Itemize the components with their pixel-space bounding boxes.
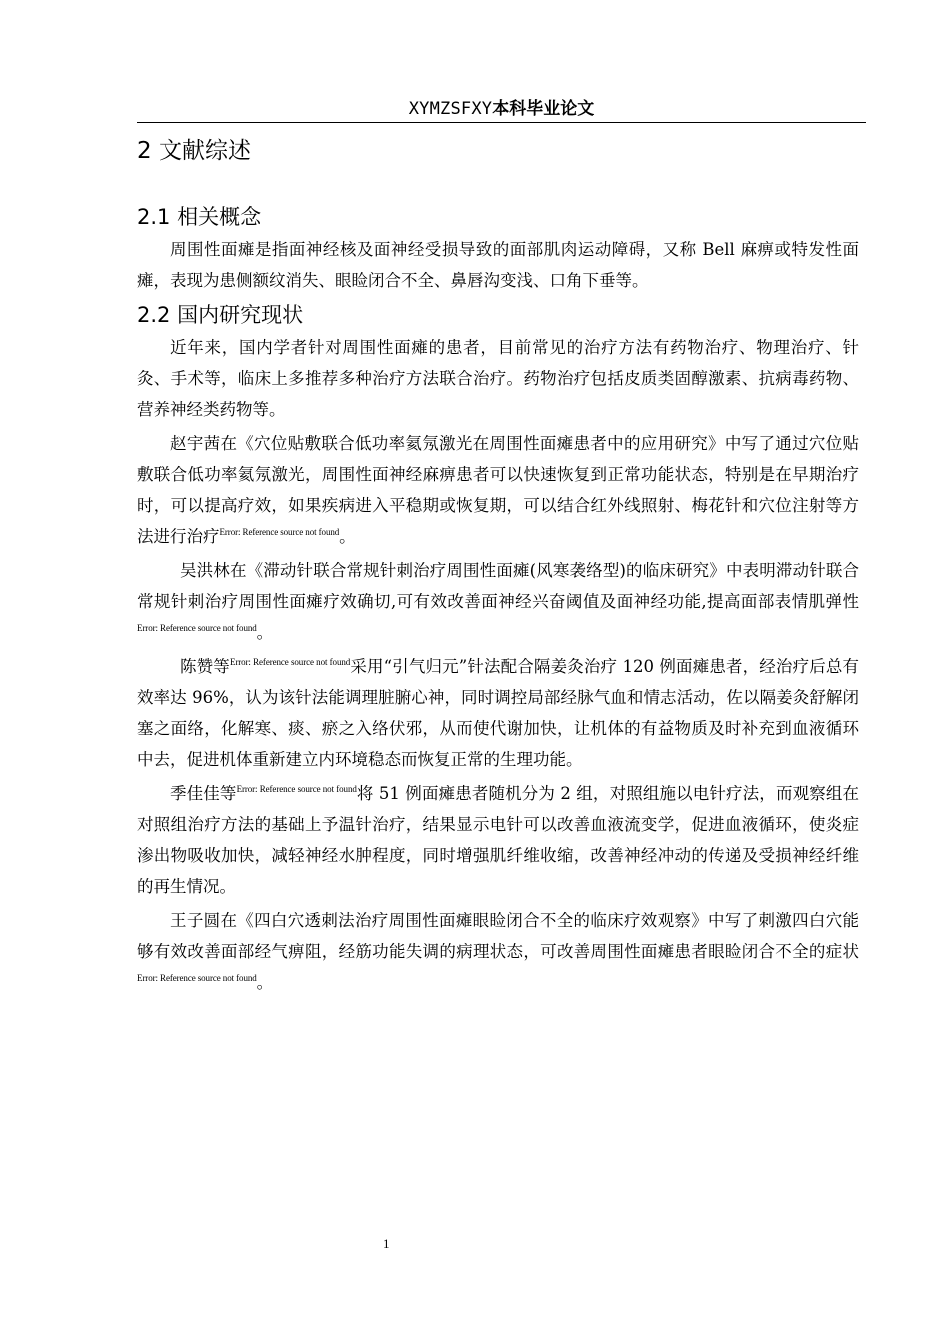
section-title-related-concepts: 2.1 相关概念 — [137, 205, 262, 229]
citation-error: Error: Reference source not found — [137, 623, 257, 633]
paragraph-chen — [137, 651, 859, 775]
paragraph-zhao — [137, 428, 859, 552]
header-thesis-label: 本科毕业论文 — [492, 99, 595, 119]
paragraph-rest: 采用“引气归元”针法配合隔姜灸治疗 120 例面瘫患者，经治疗后总有效率达 96%，认为该针法能调理脏腑心神，同时调控局部经脉气血和情志活动，佐以隔姜灸舒解闭塞之面络，化解寒、痰、瘀之入络伏邪，从而使代谢加快，让机体的有益物质及时补充到血液循环中去，促进机体重新建立内环境稳态而恢复正常的生理功能。 — [137, 657, 859, 769]
paragraph-text: 近年来，国内学者针对周围性面瘫的患者，目前常见的治疗方法有药物治疗、物理治疗、针灸、手术等，临床上多推荐多种治疗方法联合治疗。药物治疗包括皮质类固醇激素、抗病毒药物、营养神经类药物等。 — [137, 338, 859, 419]
paragraph-text: 王子圆在《四白穴透刺法治疗周围性面瘫眼睑闭合不全的临床疗效观察》中写了刺激四白穴能够有效改善面部经气痹阻，经筋功能失调的病理状态，可改善周围性面瘫患者眼睑闭合不全的症状 — [137, 911, 859, 961]
citation-error: Error: Reference source not found — [219, 527, 340, 537]
paragraph-end: 。 — [339, 527, 356, 546]
citation-error: Error: Reference source not found — [229, 657, 351, 667]
citation-error: Error: Reference source not found — [137, 973, 257, 983]
page-header — [137, 96, 866, 123]
header-school-code: XYMZSFXY — [408, 99, 493, 119]
page-number: 1 — [383, 1236, 390, 1251]
section-title-domestic-research: 2.2 国内研究现状 — [137, 303, 304, 327]
paragraph-end: 。 — [256, 973, 274, 992]
paragraph-wu — [137, 555, 859, 648]
paragraph-text: 季佳佳等 — [170, 784, 237, 803]
paragraph-end: 。 — [256, 623, 274, 642]
paragraph-text: 赵宇茜在《穴位贴敷联合低功率氦氖激光在周围性面瘫患者中的应用研究》中写了通过穴位贴敷联合低功率氦氖激光，周围性面神经麻痹患者可以快速恢复到正常功能状态，特别是在早期治疗时，可以提高疗效，如果疾病进入平稳期或恢复期，可以结合红外线照射、梅花针和穴位注射等方法进行治疗 — [137, 434, 859, 546]
document-body — [137, 131, 859, 998]
paragraph-text: 吴洪林在《滞动针联合常规针刺治疗周围性面瘫(风寒袭络型)的临床研究》中表明滞动针联合常规针刺治疗周围性面瘫疗效确切,可有效改善面神经兴奋阈值及面神经功能,提高面部表情肌弹性 — [137, 561, 859, 611]
paragraph-text: 周围性面瘫是指面神经核及面神经受损导致的面部肌肉运动障碍，又称 Bell 麻痹或特发性面瘫，表现为患侧额纹消失、眼睑闭合不全、鼻唇沟变浅、口角下垂等。 — [137, 240, 859, 290]
paragraph-wang — [137, 905, 859, 998]
citation-error: Error: Reference source not found — [236, 784, 357, 794]
paragraph-overview — [137, 332, 859, 425]
paragraph-ji — [137, 778, 859, 902]
chapter-title: 2 文献综述 — [137, 138, 251, 164]
paragraph-definition — [137, 234, 859, 296]
paragraph-text: 陈赞等 — [180, 657, 230, 676]
paragraph-rest: 将 51 例面瘫患者随机分为 2 组，对照组施以电针疗法，而观察组在对照组治疗方法的基础上予温针治疗，结果显示电针可以改善血液流变学，促进血液循环，使炎症渗出物吸收加快，减轻神经水肿程度，同时增强肌纤维收缩，改善神经冲动的传递及受损神经纤维的再生情况。 — [137, 784, 859, 896]
